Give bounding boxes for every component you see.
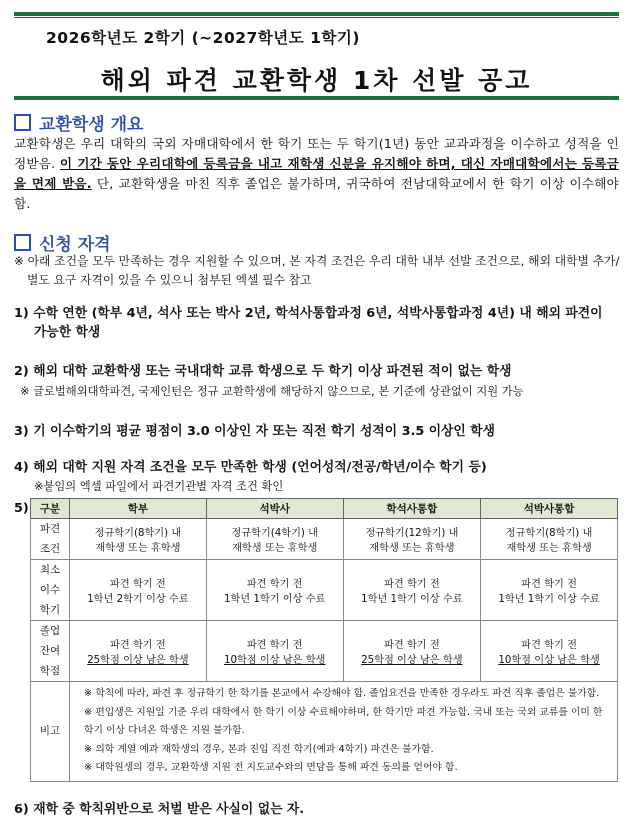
criterion-2: 2) 해외 대학 교환학생 또는 국내대학 교류 학생으로 두 학기 이상 파견된 적이 없는 학생 <box>14 364 512 379</box>
row-label: 파견 조건 <box>31 519 70 560</box>
table-row <box>31 621 618 682</box>
eligibility-note: ※ 아래 조건을 모두 만족하는 경우 지원할 수 있으며, 본 자격 조건은 우리 대학 내부 선발 조건으로, 해외 대학별 추가/별도 요구 자격이 있을 수 있으니 첨부된 엑셀 필수 참고 <box>14 254 620 287</box>
table-row-remarks <box>31 682 618 782</box>
table-cell: 파견 학기 전 1학년 2학기 이상 수료 <box>70 560 207 621</box>
section-heading-overview: 교환학생 개요 <box>14 110 143 135</box>
row-label: 최소 이수 학기 <box>31 560 70 621</box>
table-cell: 정규학기(8학기) 내 재학생 또는 휴학생 <box>70 519 207 560</box>
table-cell: 파견 학기 전 25학점 이상 남은 학생 <box>343 621 481 682</box>
section-heading-eligibility: 신청 자격 <box>14 230 111 255</box>
table-cell: 파견 학기 전 10학점 이상 남은 학생 <box>481 621 618 682</box>
remark-line: ※ 대학원생의 경우, 교환학생 지원 전 지도교수와의 면담을 통해 파견 동의를 얻어야 함. <box>84 762 458 773</box>
table-header: 석박사 <box>206 499 343 519</box>
table-cell: 파견 학기 전 25학점 이상 남은 학생 <box>70 621 207 682</box>
checkbox-square-icon <box>14 114 31 131</box>
criterion-3: 3) 기 이수학기의 평균 평점이 3.0 이상인 자 또는 직전 학기 성적이 3.5 이상인 학생 <box>14 424 495 439</box>
criterion-1: 1) 수학 연한 (학부 4년, 석사 또는 박사 2년, 학석사통합과정 6년, 석박사통합과정 4년) 내 해외 파견이 가능한 학생 <box>14 306 603 340</box>
overview-paragraph: 교환학생은 우리 대학의 국외 자매대학에서 한 학기 또는 두 학기(1년) 동안 교과과정을 이수하고 성적을 인정받음. 이 기간 동안 우리대학에 등록금을 내고 재학생 신분을 유지해야 하며, 대신 자매대학에서는 등록금을 면제 받음. 단, 교환학생을 마친 직후 졸업은 불가하며, 귀국하여 전남대학교에서 한 학기 이상 이수해야 함. <box>14 136 620 211</box>
requirements-table <box>30 498 618 782</box>
table-cell: 정규학기(4학기) 내 재학생 또는 휴학생 <box>206 519 343 560</box>
criterion-2-note: ※ 글로벌해외대학파견, 국제인턴은 정규 교환학생에 해당하지 않으므로, 본 기준에 상관없이 지원 가능 <box>20 385 524 398</box>
table-cell: 파견 학기 전 1학년 1학기 이상 수료 <box>206 560 343 621</box>
criterion-4-note: ※붙임의 엑셀 파일에서 파견기관별 자격 조건 확인 <box>34 480 284 493</box>
page-title: 해외 파견 교환학생 1차 선발 공고 <box>100 66 533 95</box>
top-rule <box>14 12 619 16</box>
remarks-cell <box>70 682 618 782</box>
table-header: 학석사통합 <box>343 499 481 519</box>
table-header: 구분 <box>31 499 70 519</box>
table-header: 학부 <box>70 499 207 519</box>
table-cell: 파견 학기 전 1학년 1학기 이상 수료 <box>343 560 481 621</box>
table-cell: 정규학기(8학기) 내 재학생 또는 휴학생 <box>481 519 618 560</box>
row-label: 졸업 잔여 학점 <box>31 621 70 682</box>
remark-line: ※ 편입생은 지원일 기준 우리 대학에서 한 학기 이상 수료해야하며, 한 학기만 파견 가능함. 국내 또는 국외 교류를 이미 한 학기 이상 다녀온 학생은 지원 불가함. <box>84 706 603 736</box>
title-rule <box>14 96 619 100</box>
table-header: 석박사통합 <box>481 499 618 519</box>
table-row <box>31 519 618 560</box>
remark-line: ※ 의학 계열 예과 재학생의 경우, 본과 진입 직전 학기(예과 4학기) 파견은 불가함. <box>84 743 434 755</box>
top-rule-thin <box>14 17 619 18</box>
criterion-6: 6) 재학 중 학칙위반으로 처벌 받은 사실이 없는 자. <box>14 802 305 817</box>
remark-line: ※ 학칙에 따라, 파견 후 정규학기 한 학기를 본교에서 수강해야 함. 졸업요건을 만족한 경우라도 파견 직후 졸업은 불가함. <box>84 688 600 699</box>
row-label: 비고 <box>31 682 70 782</box>
table-cell: 정규학기(12학기) 내 재학생 또는 휴학생 <box>343 519 481 560</box>
table-cell: 파견 학기 전 10학점 이상 남은 학생 <box>206 621 343 682</box>
criterion-5-label: 5) <box>14 501 29 516</box>
checkbox-square-icon <box>14 234 31 251</box>
table-cell: 파견 학기 전 1학년 1학기 이상 수료 <box>481 560 618 621</box>
table-header-row <box>31 499 618 519</box>
semester-subtitle: 2026학년도 2학기 (~2027학년도 1학기) <box>46 29 360 47</box>
table-row <box>31 560 618 621</box>
criterion-4: 4) 해외 대학 지원 자격 조건을 모두 만족한 학생 (언어성적/전공/학년/이수 학기 등) <box>14 460 487 475</box>
